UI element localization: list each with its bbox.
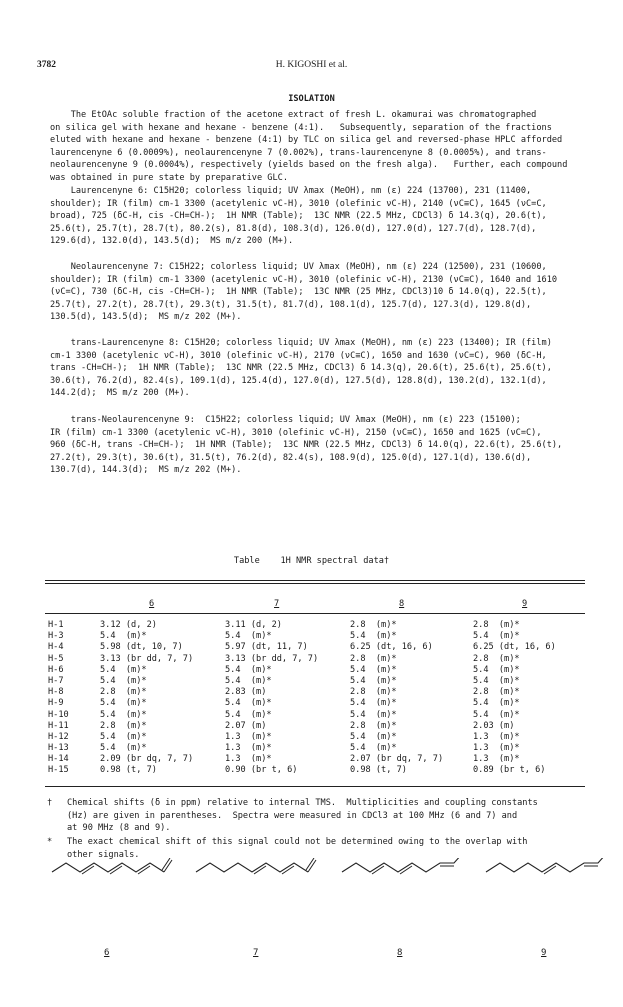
table-row — [48, 732, 593, 743]
footnote-body — [67, 797, 587, 835]
footnote-line: The exact chemical shift of this signal could not be determined owing to the overlap with — [67, 837, 528, 847]
structure-8-drawing — [336, 858, 468, 938]
text-line: neolaurencenyne 9 (0.0004%), respectively (yields based on the fresh alga). Further, each compound — [50, 160, 568, 171]
structure-label-7: 7 — [253, 948, 259, 958]
proton-label: H-1 — [48, 620, 64, 630]
shift-cell: 5.4 (m)* — [225, 631, 272, 642]
shift-cell: 1.3 (m)* — [473, 731, 520, 742]
shift-cell: 2.83 (m) — [225, 687, 267, 698]
text-line: Laurencenyne 6: C15H20; colorless liquid; UV λmax (MeOH), nm (ε) 224 (13700), 231 (11400, — [50, 186, 532, 196]
paragraph — [50, 109, 590, 185]
nmr-table — [48, 620, 593, 777]
text-line: 30.6(t), 76.2(d), 82.4(s), 109.1(d), 125.4(d), 127.0(d), 127.5(d), 128.8(d), 130.2(d), 132.1(d), — [50, 375, 547, 386]
text-line: Neolaurencenyne 7: C15H22; colorless liquid; UV λmax (MeOH), nm (ε) 224 (12500), 231 (10600, — [50, 262, 547, 272]
shift-cell: 0.98 (t, 7) — [100, 765, 157, 776]
footnote-line: Chemical shifts (δ in ppm) relative to internal TMS. Multiplicities and coupling constants — [67, 798, 538, 808]
table-bottom-rule — [45, 786, 585, 787]
col-header-9: 9 — [522, 599, 528, 609]
text-line: 144.2(d); MS m/z 200 (M+). — [50, 388, 190, 399]
proton-label: H-11 — [48, 720, 69, 731]
structure-9-drawing — [480, 858, 612, 938]
col-header-8: 8 — [399, 599, 405, 609]
shift-cell: 2.03 (m) — [473, 720, 515, 731]
proton-label: H-8 — [48, 687, 64, 698]
shift-cell: 5.4 (m)* — [473, 698, 520, 709]
shift-cell: 5.4 (m)* — [473, 675, 520, 686]
shift-cell: 5.4 (m)* — [473, 709, 520, 720]
shift-cell: 5.4 (m)* — [225, 698, 272, 709]
table-row — [48, 765, 593, 776]
text-line: 25.6(t), 25.7(t), 28.7(t), 80.2(s), 81.8(d), 108.3(d), 126.0(d), 127.0(d), 127.7(d), 128.7(d), — [50, 223, 537, 234]
page-number: 3782 — [37, 60, 56, 70]
table-top-rule-2 — [45, 583, 585, 584]
text-line: The EtOAc soluble fraction of the acetone extract of fresh L. okamurai was chromatographed — [50, 110, 537, 120]
paragraph — [50, 185, 590, 248]
shift-cell: 6.25 (dt, 16, 6) — [473, 642, 556, 653]
text-line: shoulder); IR (film) cm-1 3300 (acetylenic νC-H), 3010 (olefinic νC-H), 2130 (νC≡C), 1640 and 1610 — [50, 274, 558, 285]
proton-label: H-3 — [48, 631, 64, 642]
table-row — [48, 665, 593, 676]
shift-cell: 5.98 (dt, 10, 7) — [100, 642, 183, 653]
table-row — [48, 743, 593, 754]
col-header-7: 7 — [274, 599, 280, 609]
shift-cell: 1.3 (m)* — [473, 743, 520, 754]
shift-cell: 5.4 (m)* — [100, 631, 147, 642]
footnote-line: other signals. — [67, 849, 140, 860]
shift-cell: 2.8 (m)* — [473, 620, 520, 630]
page-header — [0, 60, 623, 74]
shift-cell: 1.3 (m)* — [225, 754, 272, 765]
proton-label: H-9 — [48, 698, 64, 709]
shift-cell: 5.4 (m)* — [473, 664, 520, 675]
structure-label-8: 8 — [397, 948, 403, 958]
shift-cell: 2.8 (m)* — [473, 653, 520, 664]
table-row — [48, 642, 593, 653]
shift-cell: 5.4 (m)* — [100, 664, 147, 675]
shift-cell: 5.97 (dt, 11, 7) — [225, 642, 308, 653]
structure-label-9: 9 — [541, 948, 547, 958]
table-top-rule — [45, 580, 585, 581]
section-title: ISOLATION — [288, 94, 335, 104]
shift-cell: 1.3 (m)* — [473, 754, 520, 765]
shift-cell: 5.4 (m)* — [225, 664, 272, 675]
text-line: on silica gel with hexane and hexane - benzene (4:1). Subsequently, separation of the fractions — [50, 122, 552, 133]
proton-label: H-4 — [48, 642, 64, 653]
text-line: 960 (δC-H, trans -CH=CH-); 1H NMR (Table); 13C NMR (22.5 MHz, CDCl3) δ 14.0(q), 22.6(t), 25.6(t), — [50, 440, 563, 451]
paragraph — [50, 414, 590, 477]
shift-cell: 5.4 (m)* — [473, 631, 520, 642]
shift-cell: 2.8 (m)* — [350, 653, 397, 664]
shift-cell: 5.4 (m)* — [350, 698, 397, 709]
structure-7-drawing — [190, 858, 320, 938]
shift-cell: 3.11 (d, 2) — [225, 620, 282, 630]
shift-cell: 5.4 (m)* — [225, 675, 272, 686]
proton-label: H-10 — [48, 709, 69, 720]
shift-cell: 1.3 (m)* — [225, 731, 272, 742]
shift-cell: 2.8 (m)* — [100, 720, 147, 731]
running-head: H. KIGOSHI et al. — [275, 60, 348, 70]
table-row — [48, 631, 593, 642]
footnote-line: at 90 MHz (8 and 9). — [67, 823, 171, 834]
shift-cell: 5.4 (m)* — [350, 709, 397, 720]
shift-cell: 2.07 (m) — [225, 720, 267, 731]
proton-label: H-15 — [48, 765, 69, 776]
text-line: was obtained in pure state by preparative GLC. — [50, 172, 288, 183]
shift-cell: 5.4 (m)* — [350, 664, 397, 675]
table-row — [48, 754, 593, 765]
shift-cell: 2.8 (m)* — [100, 687, 147, 698]
shift-cell: 2.8 (m)* — [473, 687, 520, 698]
table-row — [48, 676, 593, 687]
text-line: broad), 725 (δC-H, cis -CH=CH-); 1H NMR (Table); 13C NMR (22.5 MHz, CDCl3) δ 14.3(q), 20.6(t), — [50, 211, 547, 222]
proton-label: H-5 — [48, 653, 64, 664]
shift-cell: 5.4 (m)* — [100, 698, 147, 709]
table-row — [48, 654, 593, 665]
shift-cell: 2.8 (m)* — [350, 687, 397, 698]
text-line: 25.7(t), 27.2(t), 28.7(t), 29.3(t), 31.5(t), 81.7(d), 108.1(d), 125.7(d), 127.3(d), 129.8(d), — [50, 299, 532, 310]
table-header-rule — [45, 613, 585, 614]
paragraph — [50, 337, 590, 400]
shift-cell: 5.4 (m)* — [225, 709, 272, 720]
shift-cell: 2.8 (m)* — [350, 720, 397, 731]
text-line: 130.5(d), 143.5(d); MS m/z 202 (M+). — [50, 312, 242, 323]
proton-label: H-6 — [48, 664, 64, 675]
shift-cell: 3.13 (br dd, 7, 7) — [100, 653, 194, 664]
table-row — [48, 698, 593, 709]
footnote-mark: * — [47, 837, 53, 847]
shift-cell: 5.4 (m)* — [350, 743, 397, 754]
text-line: cm-1 3300 (acetylenic νC-H), 3010 (olefinic νC-H), 2170 (νC≡C), 1650 and 1630 (νC=C), 960 (δC-H, — [50, 350, 547, 361]
text-line: 27.2(t), 29.3(t), 30.6(t), 31.5(t), 76.2(d), 82.4(s), 108.9(d), 125.0(d), 127.1(d), 130.6(d), — [50, 452, 532, 463]
footnote-mark: † — [47, 798, 53, 808]
shift-cell: 5.4 (m)* — [100, 743, 147, 754]
proton-label: H-7 — [48, 675, 64, 686]
text-line: 130.7(d), 144.3(d); MS m/z 202 (M+). — [50, 465, 242, 476]
shift-cell: 0.89 (br t, 6) — [473, 765, 546, 776]
table-row — [48, 620, 593, 631]
shift-cell: 5.4 (m)* — [100, 731, 147, 742]
shift-cell: 2.09 (br dq, 7, 7) — [100, 754, 194, 765]
structure-6-drawing — [46, 858, 176, 938]
text-line: shoulder); IR (film) cm-1 3300 (acetylenic νC-H), 3010 (olefinic νC-H), 2140 (νC≡C), 1645 (νC=C, — [50, 198, 547, 209]
shift-cell: 5.4 (m)* — [100, 709, 147, 720]
shift-cell: 1.3 (m)* — [225, 743, 272, 754]
proton-label: H-13 — [48, 743, 69, 754]
text-line: IR (film) cm-1 3300 (acetylenic νC-H), 3010 (olefinic νC-H), 2150 (νC≡C), 1650 and 1625 (νC=C), — [50, 427, 542, 438]
text-line: trans -CH=CH-); 1H NMR (Table); 13C NMR (22.5 MHz, CDCl3) δ 14.3(q), 20.6(t), 25.6(t), 25.6(t), — [50, 363, 552, 374]
shift-cell: 3.12 (d, 2) — [100, 620, 157, 630]
paragraph — [50, 261, 590, 324]
shift-cell: 2.07 (br dq, 7, 7) — [350, 754, 444, 765]
col-header-6: 6 — [149, 599, 155, 609]
table-row — [48, 687, 593, 698]
shift-cell: 6.25 (dt, 16, 6) — [350, 642, 433, 653]
proton-label: H-12 — [48, 731, 69, 742]
text-line: eluted with hexane and hexane - benzene (4:1) by TLC on silica gel and reversed-phase HPLC afforded — [50, 135, 563, 146]
shift-cell: 2.8 (m)* — [350, 620, 397, 630]
table-row — [48, 710, 593, 721]
shift-cell: 0.98 (t, 7) — [350, 765, 407, 776]
table-row — [48, 721, 593, 732]
text-line: (νC=C), 730 (δC-H, cis -CH=CH-); 1H NMR (Table); 13C NMR (25 MHz, CDCl3)10 δ 14.0(q), 22.5(t), — [50, 287, 547, 298]
shift-cell: 5.4 (m)* — [350, 631, 397, 642]
shift-cell: 5.4 (m)* — [350, 675, 397, 686]
text-line: trans-Laurencenyne 8: C15H20; colorless liquid; UV λmax (MeOH), nm (ε) 223 (13400); IR (film) — [50, 338, 552, 348]
shift-cell: 5.4 (m)* — [350, 731, 397, 742]
shift-cell: 5.4 (m)* — [100, 675, 147, 686]
text-line: trans-Neolaurencenyne 9: C15H22; colorless liquid; UV λmax (MeOH), nm (ε) 223 (15100); — [50, 415, 521, 425]
text-line: 129.6(d), 132.0(d), 143.5(d); MS m/z 200 (M+). — [50, 236, 294, 247]
shift-cell: 0.90 (br t, 6) — [225, 765, 298, 776]
text-line: laurencenyne 6 (0.0009%), neolaurencenyne 7 (0.002%), trans-laurencenyne 8 (0.0005%), and trans- — [50, 147, 547, 158]
proton-label: H-14 — [48, 754, 69, 765]
shift-cell: 3.13 (br dd, 7, 7) — [225, 653, 319, 664]
structure-label-6: 6 — [104, 948, 110, 958]
footnote-line: (Hz) are given in parentheses. Spectra were measured in CDCl3 at 100 MHz (6 and 7) and — [67, 810, 518, 821]
table-caption: Table 1H NMR spectral data† — [233, 556, 390, 566]
